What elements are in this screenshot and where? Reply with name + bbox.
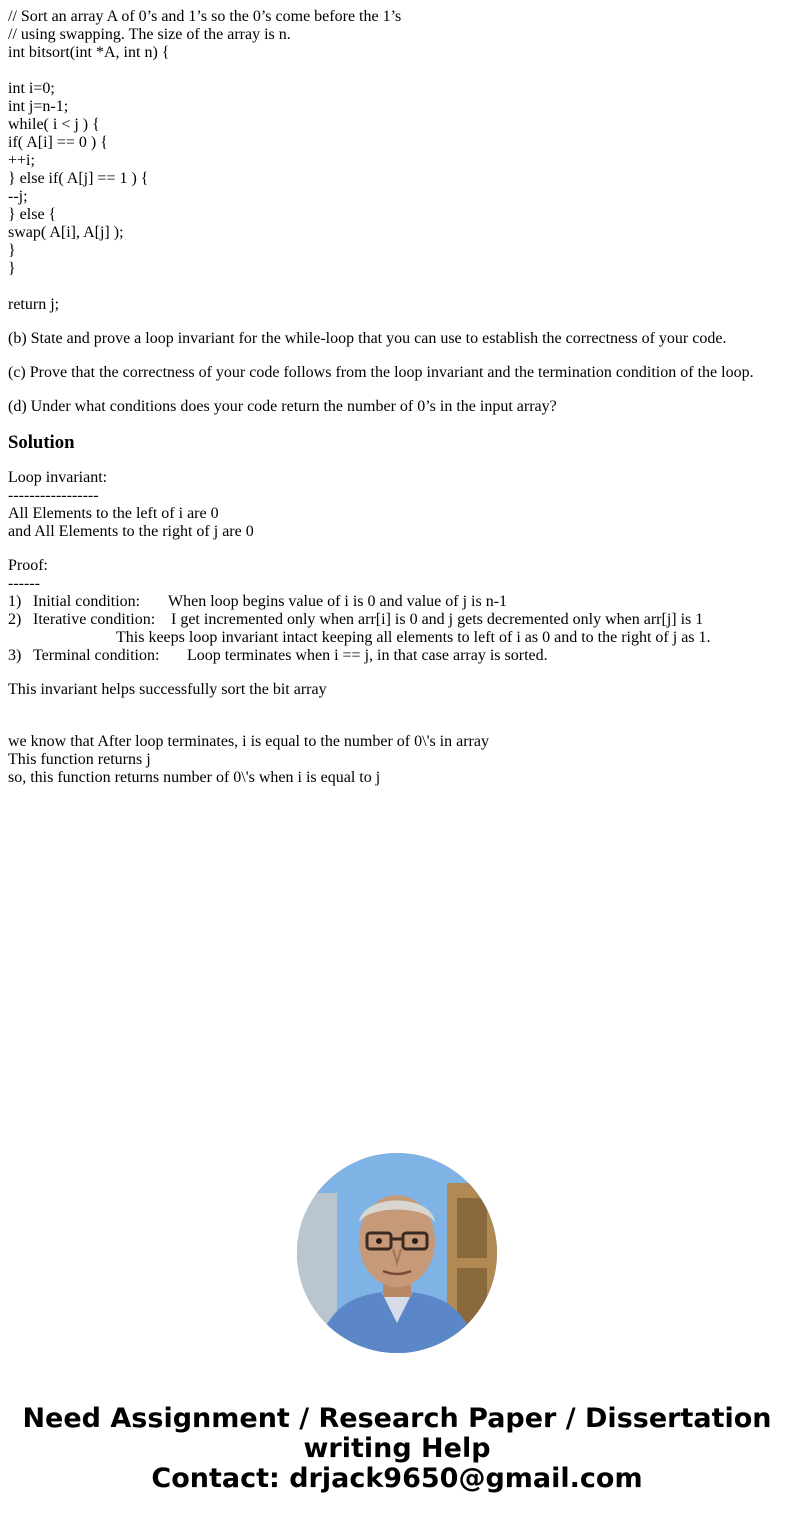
code-line: while( i < j ) { <box>8 116 100 133</box>
code-line <box>8 278 788 296</box>
proof-number: 2) <box>8 611 22 628</box>
proof-item-iterative <box>8 611 788 629</box>
code-line <box>8 62 788 80</box>
proof-label: Initial condition: <box>33 593 141 610</box>
document-content <box>8 8 788 787</box>
code-block <box>8 8 788 314</box>
code-line: int i=0; <box>8 80 55 97</box>
invariant-summary: This invariant helps successfully sort the bit array <box>8 681 327 698</box>
promo-footer <box>0 1404 794 1494</box>
code-line: int j=n-1; <box>8 98 69 115</box>
proof-item-terminal <box>8 647 788 665</box>
footer-line: writing Help <box>303 1433 491 1464</box>
proof-text: When loop begins value of i is 0 and value of j is n-1 <box>168 593 508 610</box>
code-line: // Sort an array A of 0’s and 1’s so the 0’s come before the 1’s <box>8 8 402 25</box>
question-b: (b) State and prove a loop invariant for the while-loop that you can use to establish the correctness of your code. <box>8 330 727 347</box>
question-d: (d) Under what conditions does your code return the number of 0’s in the input array? <box>8 398 557 415</box>
code-line: } else if( A[j] == 1 ) { <box>8 170 149 187</box>
proof-label: Terminal condition: <box>33 647 160 664</box>
proof-block <box>8 557 788 665</box>
question-c: (c) Prove that the correctness of your code follows from the loop invariant and the termination condition of the loop. <box>8 364 754 381</box>
solution-heading: Solution <box>8 432 75 453</box>
code-line: if( A[i] == 0 ) { <box>8 134 108 151</box>
invariant-block <box>8 469 788 541</box>
avatar-portrait <box>297 1153 497 1353</box>
code-line: } <box>8 242 16 259</box>
footer-contact: Contact: drjack9650@gmail.com <box>151 1463 643 1494</box>
invariant-title: Loop invariant: <box>8 469 108 486</box>
avatar <box>297 1153 497 1353</box>
blank-spacer <box>8 715 788 733</box>
proof-item-initial <box>8 593 788 611</box>
code-line: } else { <box>8 206 57 223</box>
code-line: ++i; <box>8 152 35 169</box>
proof-rule: ------ <box>8 575 40 592</box>
conclusion-line: so, this function returns number of 0\'s when i is equal to j <box>8 769 381 786</box>
proof-number: 1) <box>8 593 22 610</box>
proof-label: Iterative condition: <box>33 611 156 628</box>
proof-title: Proof: <box>8 557 48 574</box>
code-line: swap( A[i], A[j] ); <box>8 224 124 241</box>
invariant-rule: ----------------- <box>8 487 99 504</box>
code-line: } <box>8 260 16 277</box>
footer-line: Need Assignment / Research Paper / Dissertation <box>22 1403 772 1434</box>
invariant-line: and All Elements to the right of j are 0 <box>8 523 254 540</box>
conclusion-block <box>8 733 788 787</box>
proof-text: I get incremented only when arr[i] is 0 and j gets decremented only when arr[j] is 1 <box>171 611 704 628</box>
conclusion-line: This function returns j <box>8 751 151 768</box>
proof-text: Loop terminates when i == j, in that case array is sorted. <box>187 647 548 664</box>
code-line: --j; <box>8 188 28 205</box>
code-line: int bitsort(int *A, int n) { <box>8 44 170 61</box>
proof-continuation: This keeps loop invariant intact keeping all elements to left of i as 0 and to the right of j as 1. <box>116 629 711 646</box>
code-line: return j; <box>8 296 60 313</box>
code-line: // using swapping. The size of the array is n. <box>8 26 291 43</box>
proof-number: 3) <box>8 647 22 664</box>
invariant-line: All Elements to the left of i are 0 <box>8 505 219 522</box>
conclusion-line: we know that After loop terminates, i is equal to the number of 0\'s in array <box>8 733 489 750</box>
